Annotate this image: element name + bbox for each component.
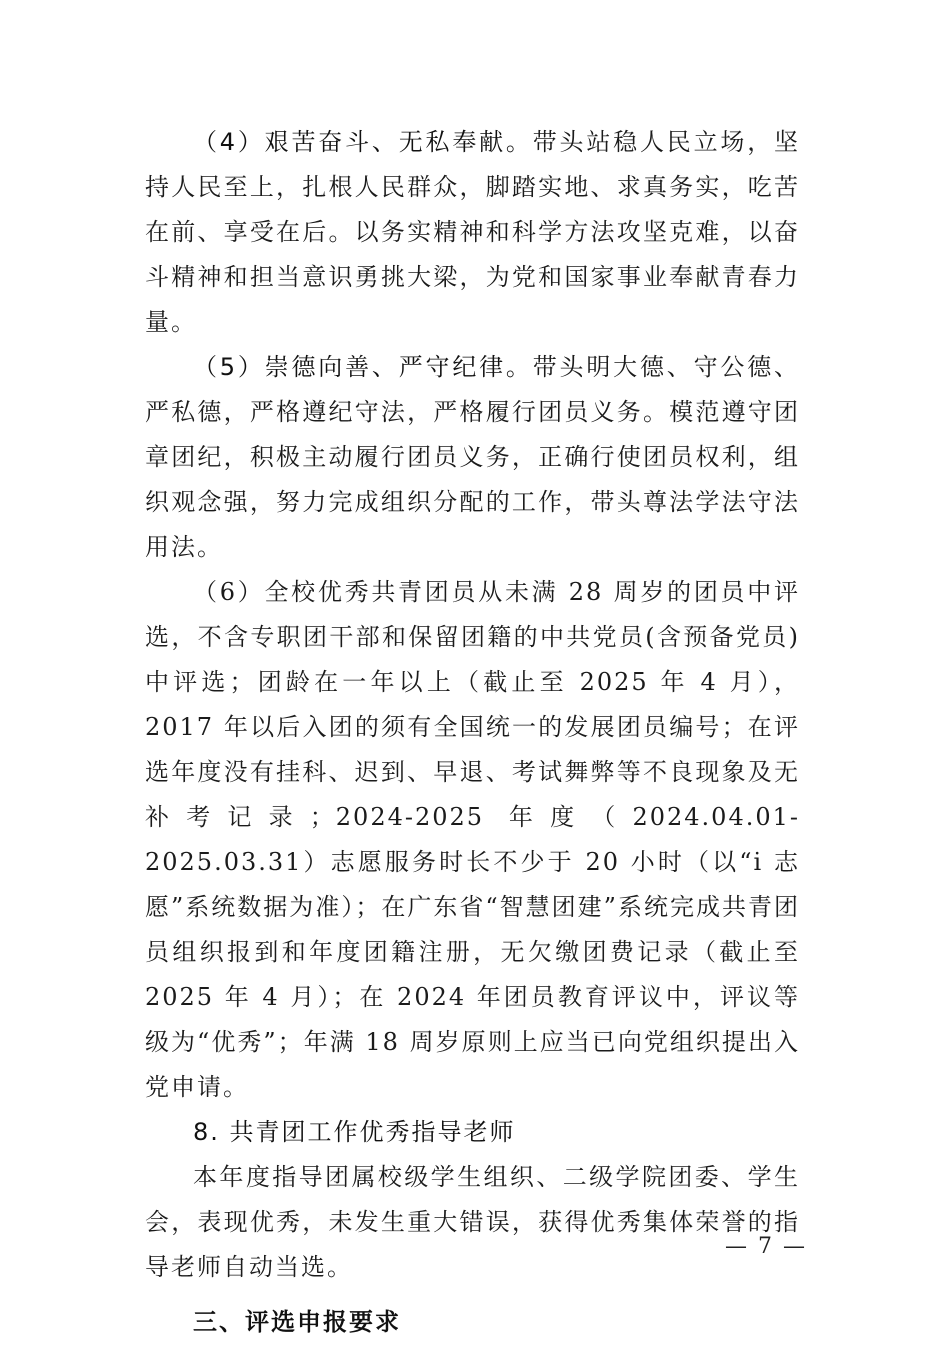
criterion-5-heading: （5）崇德向善、严守纪律。	[193, 353, 533, 381]
paragraph-criterion-4	[145, 120, 800, 345]
section-8-text: 本年度指导团属校级学生组织、二级学院团委、学生会，表现优秀，未发生重大错误，获得优秀集体荣誉的指导老师自动当选。	[145, 1163, 800, 1281]
criterion-4-heading: （4）艰苦奋斗、无私奉献。	[193, 128, 533, 156]
criterion-4-text: 带头站稳人民立场，坚持人民至上，扎根人民群众，脚踏实地、求真务实，吃苦在前、享受在后。以务实精神和科学方法攻坚克难，以奋斗精神和担当意识勇挑大梁，为党和国家事业奉献青春力量。	[145, 128, 800, 336]
criterion-5-text: 带头明大德、守公德、严私德，严格遵纪守法，严格履行团员义务。模范遵守团章团纪，积极主动履行团员义务，正确行使团员权利，组织观念强，努力完成组织分配的工作，带头尊法学法守法用法。	[145, 353, 800, 561]
document-body	[145, 120, 800, 1345]
section-8-title: 8. 共青团工作优秀指导老师	[193, 1118, 516, 1146]
page-number: — 7 —	[725, 1234, 807, 1259]
section-3-heading: 三、评选申报要求	[193, 1308, 401, 1336]
paragraph-criterion-6: （6）全校优秀共青团员从未满 28 周岁的团员中评选，不含专职团干部和保留团籍的中共党员(含预备党员)中评选；团龄在一年以上（截止至 2025 年 4 月），2017 年以后入团的须有全国统一的发展团员编号；在评选年度没有挂科、迟到、早退、考试舞弊等不良现象及无补考记录；2024-2025 年度（2024.04.01-2025.03.31）志愿服务时长不少于 20 小时（以“i 志愿”系统数据为准）；在广东省“智慧团建”系统完成共青团员组织报到和年度团籍注册，无欠缴团费记录（截止至 2025 年 4 月）；在 2024 年团员教育评议中，评议等级为“优秀”；年满 18 周岁原则上应当已向党组织提出入党申请。	[145, 578, 800, 1101]
paragraph-criterion-5	[145, 345, 800, 570]
